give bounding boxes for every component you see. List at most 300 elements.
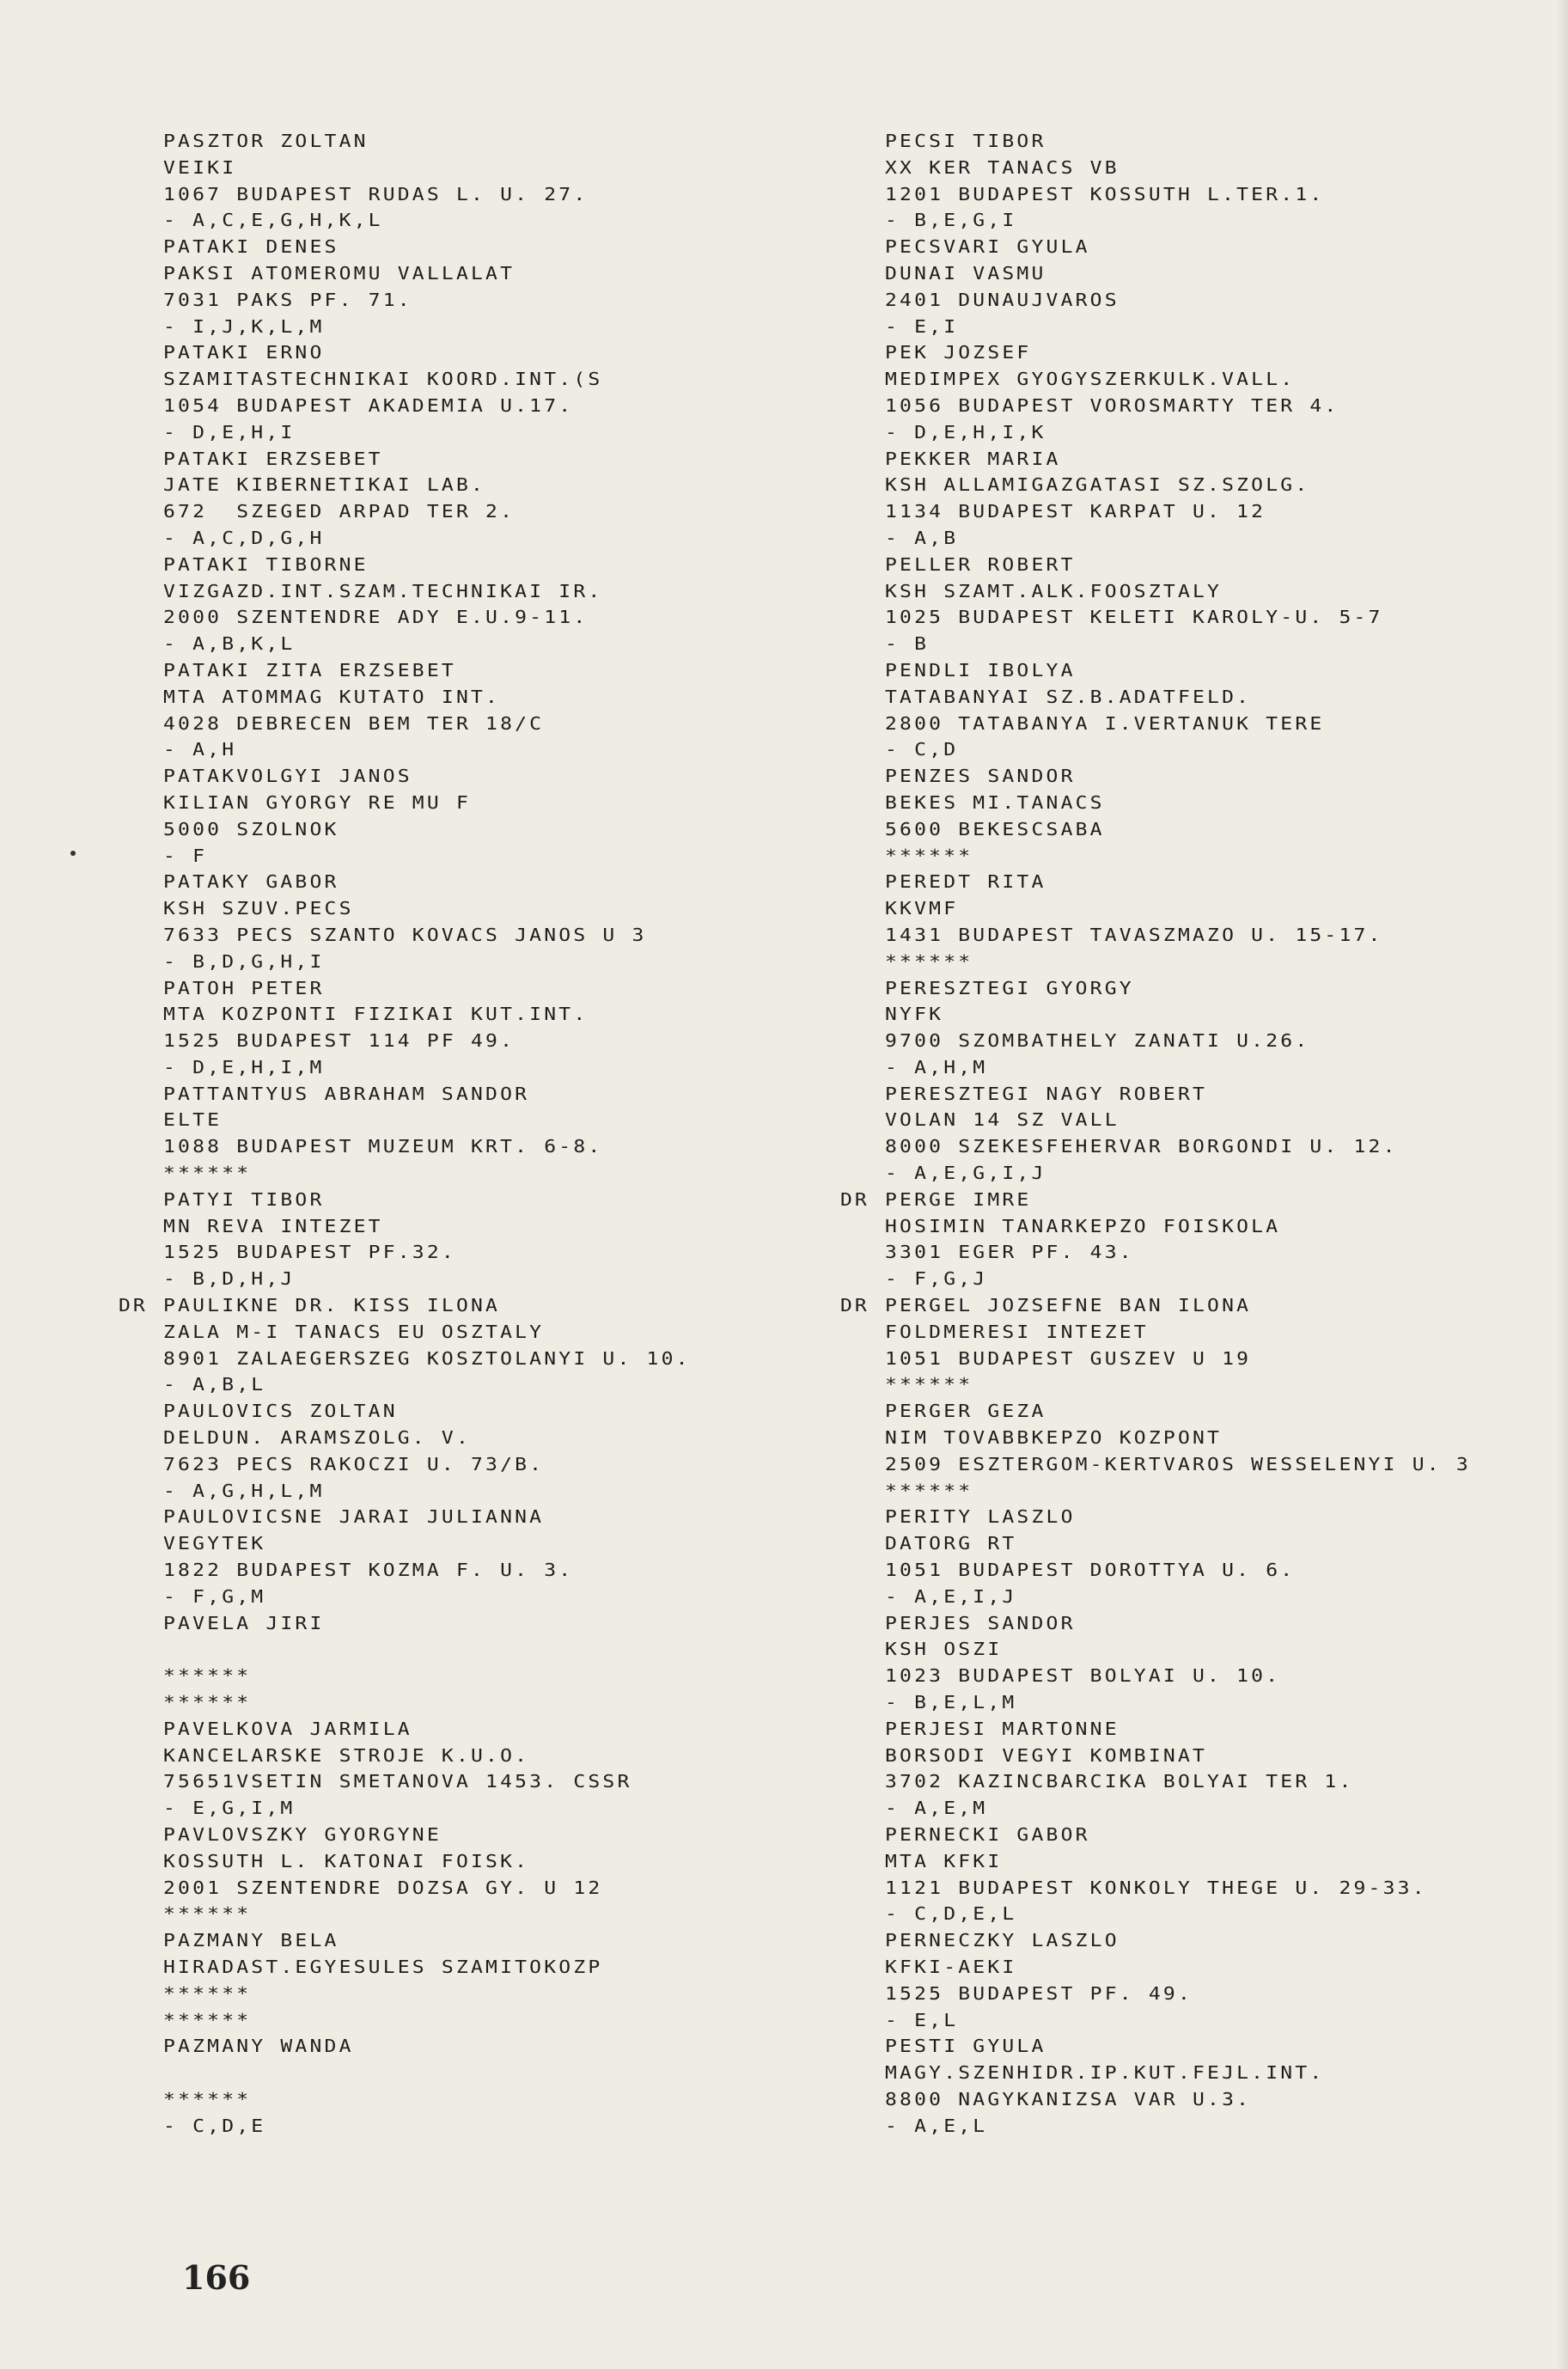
line-text: PATYI TIBOR [163, 1190, 325, 1211]
line-text: XX KER TANACS VB [885, 158, 1120, 179]
directory-line [163, 766, 782, 789]
line-text: PATAKVOLGYI JANOS [163, 766, 412, 787]
directory-line [163, 1930, 782, 1953]
directory-line [163, 236, 782, 259]
line-text: KOSSUTH L. KATONAI FOISK. [163, 1852, 530, 1872]
line-text: 2800 TATABANYA I.VERTANUK TERE [885, 714, 1325, 735]
line-text: 1067 BUDAPEST RUDAS L. U. 27. [163, 185, 589, 205]
line-text: 1051 BUDAPEST GUSZEV U 19 [885, 1349, 1252, 1370]
line-text: SZAMITASTECHNIKAI KOORD.INT.(S [163, 369, 603, 390]
directory-line [163, 1216, 782, 1239]
directory-line [163, 342, 782, 365]
line-text: MAGY.SZENHIDR.IP.KUT.FEJL.INT. [885, 2063, 1325, 2084]
line-text: 1525 BUDAPEST PF. 49. [885, 1984, 1193, 2005]
line-text: PERESZTEGI GYORGY [885, 979, 1134, 998]
line-text: 9700 SZOMBATHELY ZANATI U.26. [885, 1031, 1310, 1052]
directory-line [885, 1057, 1555, 1080]
line-text: PATAKI ERZSEBET [163, 449, 383, 470]
directory-line [885, 1242, 1555, 1265]
line-text: NIM TOVABBKEPZO KOZPONT [885, 1428, 1223, 1449]
line-text: HIRADAST.EGYESULES SZAMITOKOZP [163, 1957, 603, 1978]
directory-line [163, 1903, 782, 1926]
line-text: - A,E,L [885, 2116, 988, 2137]
line-text: PERGER GEZA [885, 1401, 1046, 1422]
line-text: 5000 SZOLNOK [163, 820, 339, 840]
directory-line [885, 607, 1555, 630]
directory-line [163, 263, 782, 286]
directory-line [885, 1957, 1555, 1980]
line-text: - D,E,H,I,K [885, 423, 1046, 443]
line-text: 3301 EGER PF. 43. [885, 1243, 1134, 1263]
directory-line [163, 1454, 782, 1477]
line-text: - A,B [885, 528, 959, 549]
directory-line [885, 1506, 1555, 1529]
directory-line [885, 236, 1555, 259]
line-text: VEIKI [163, 158, 237, 179]
line-text: ****** [885, 1376, 973, 1395]
line-text: ****** [163, 1904, 252, 1925]
line-text: ZALA M-I TANACS EU OSZTALY [163, 1322, 545, 1343]
directory-line [163, 1533, 782, 1556]
directory-line [885, 1612, 1555, 1635]
directory-line [885, 369, 1555, 392]
line-text: 1023 BUDAPEST BOLYAI U. 10. [885, 1666, 1281, 1687]
directory-line [885, 290, 1555, 313]
line-text: - F,G,J [885, 1269, 988, 1290]
line-text: PATAKI ERNO [163, 343, 325, 363]
line-text: 1054 BUDAPEST AKADEMIA U.17. [163, 396, 574, 417]
directory-line [885, 1824, 1555, 1847]
line-text: PENDLI IBOLYA [885, 661, 1076, 681]
directory-line [163, 183, 782, 206]
directory-line [885, 1480, 1555, 1503]
line-text: - A,E,M [885, 1798, 988, 1819]
line-text: VIZGAZD.INT.SZAM.TECHNIKAI IR. [163, 582, 603, 602]
line-text: 2509 ESZTERGOM-KERTVAROS WESSELENYI U. 3 [885, 1455, 1471, 1475]
line-text: PELLER ROBERT [885, 555, 1076, 576]
directory-line [163, 633, 782, 656]
directory-line [885, 1903, 1555, 1926]
directory-line [163, 925, 782, 948]
directory-line [885, 766, 1555, 789]
line-text: MTA KFKI [885, 1852, 1003, 1872]
directory-line [163, 792, 782, 815]
directory-line [163, 607, 782, 630]
directory-line [163, 660, 782, 683]
line-text: - C,D,E,L [885, 1904, 1017, 1925]
left-column [119, 129, 782, 2140]
directory-line [885, 1930, 1555, 1953]
line-text: PENZES SANDOR [885, 766, 1076, 787]
line-text: 8000 SZEKESFEHERVAR BORGONDI U. 12. [885, 1137, 1398, 1157]
line-text: 1525 BUDAPEST 114 PF 49. [163, 1031, 516, 1052]
directory-line [885, 871, 1555, 894]
line-text: 8901 ZALAEGERSZEG KOSZTOLANYI U. 10. [163, 1349, 691, 1370]
directory-line [885, 395, 1555, 418]
page-fold-shadow [1556, 0, 1568, 2369]
directory-line [885, 474, 1555, 498]
line-text: VEGYTEK [163, 1534, 266, 1554]
directory-line [885, 739, 1555, 762]
line-text: VOLAN 14 SZ VALL [885, 1111, 1120, 1131]
line-text: 4028 DEBRECEN BEM TER 18/C [163, 714, 545, 735]
line-text: KSH SZUV.PECS [163, 899, 354, 919]
line-text: 5600 BEKESCSABA [885, 820, 1105, 840]
line-text: KFKI-AEKI [885, 1957, 1017, 1978]
directory-line [885, 1665, 1555, 1688]
line-text: ELTE [163, 1111, 223, 1131]
directory-line [885, 951, 1555, 974]
directory-line [163, 2062, 782, 2085]
directory-line [163, 131, 782, 154]
line-text: - F,G,M [163, 1587, 266, 1608]
directory-line [885, 342, 1555, 365]
line-text: MTA KOZPONTI FIZIKAI KUT.INT. [163, 1004, 589, 1025]
directory-line [840, 1189, 1555, 1212]
directory-line [885, 819, 1555, 842]
line-text: - C,D [885, 740, 959, 760]
directory-line [885, 1983, 1555, 2006]
line-text: FOLDMERESI INTEZET [885, 1322, 1149, 1343]
line-text: - A,H [163, 740, 237, 760]
line-text: JATE KIBERNETIKAI LAB. [163, 475, 486, 496]
directory-line [885, 1533, 1555, 1556]
line-text: BEKES MI.TANACS [885, 793, 1105, 814]
directory-line [119, 1295, 782, 1318]
directory-line [885, 2062, 1555, 2085]
directory-line [885, 315, 1555, 339]
directory-line [163, 554, 782, 577]
directory-line [885, 1719, 1555, 1742]
directory-line [163, 898, 782, 921]
directory-line [163, 1692, 782, 1715]
line-text: PERNECKI GABOR [885, 1825, 1090, 1846]
line-text: MN REVA INTEZET [163, 1217, 383, 1237]
directory-line [163, 1506, 782, 1529]
line-text: KKVMF [885, 899, 959, 919]
directory-line [163, 1798, 782, 1821]
line-text: PERITY LASZLO [885, 1508, 1076, 1528]
line-text: PERNECZKY LASZLO [885, 1931, 1120, 1951]
line-text: TATABANYAI SZ.B.ADATFELD. [885, 687, 1252, 708]
line-text: - A,B,L [163, 1376, 266, 1395]
line-text: PAULOVICS ZOLTAN [163, 1401, 398, 1422]
directory-line [163, 1030, 782, 1053]
directory-line [885, 1109, 1555, 1133]
directory-line [885, 157, 1555, 180]
directory-line [163, 1983, 782, 2006]
line-text: ****** [163, 2011, 252, 2031]
line-text: - A,C,E,G,H,K,L [163, 211, 383, 231]
line-text: KSH SZAMT.ALK.FOOSZTALY [885, 582, 1223, 602]
line-text: PERESZTEGI NAGY ROBERT [885, 1084, 1208, 1105]
directory-line [163, 1877, 782, 1900]
line-text: ****** [885, 846, 973, 867]
directory-line [163, 1136, 782, 1159]
line-text: 1201 BUDAPEST KOSSUTH L.TER.1. [885, 185, 1325, 205]
line-text: - F [163, 846, 208, 867]
line-text: PERGEL JOZSEFNE BAN ILONA [885, 1296, 1252, 1316]
directory-line [163, 2116, 782, 2139]
directory-line [163, 739, 782, 762]
line-text: PAKSI ATOMEROMU VALLALAT [163, 264, 516, 284]
line-text: 75651VSETIN SMETANOVA 1453. CSSR [163, 1773, 632, 1792]
directory-line [163, 369, 782, 392]
directory-line [163, 580, 782, 603]
line-text: PAULOVICSNE JARAI JULIANNA [163, 1508, 545, 1528]
page-number: 166 [182, 2258, 251, 2297]
line-text: - B,E,L,M [885, 1693, 1017, 1713]
line-text: 7031 PAKS PF. 71. [163, 290, 412, 311]
directory-line [163, 1719, 782, 1742]
title-prefix: DR [119, 1296, 148, 1316]
line-text: 7633 PECS SZANTO KOVACS JANOS U 3 [163, 925, 647, 946]
directory-line [163, 395, 782, 418]
line-text: 1431 BUDAPEST TAVASZMAZO U. 15-17. [885, 925, 1383, 946]
directory-line [885, 1744, 1555, 1768]
line-text: PAZMANY WANDA [163, 2036, 354, 2057]
line-text: - B,E,G,I [885, 211, 1017, 231]
directory-line [885, 1268, 1555, 1291]
directory-line [885, 1427, 1555, 1450]
line-text: PASZTOR ZOLTAN [163, 131, 369, 152]
line-text: MEDIMPEX GYOGYSZERKULK.VALL. [885, 369, 1296, 390]
line-text: DUNAI VASMU [885, 264, 1046, 284]
line-text: PECSVARI GYULA [885, 237, 1090, 258]
line-text: 1525 BUDAPEST PF.32. [163, 1243, 456, 1263]
line-text: BORSODI VEGYI KOMBINAT [885, 1746, 1208, 1767]
line-text: - D,E,H,I,M [163, 1058, 325, 1078]
line-text: - E,L [885, 2011, 959, 2031]
directory-line [885, 1877, 1555, 1900]
line-text: 8800 NAGYKANIZSA VAR U.3. [885, 2090, 1252, 2110]
directory-line [163, 1084, 782, 1107]
directory-line [885, 2009, 1555, 2032]
line-text: - A,E,I,J [885, 1587, 1017, 1608]
directory-line [163, 871, 782, 894]
directory-line [163, 1374, 782, 1397]
line-text: 7623 PECS RAKOCZI U. 73/B. [163, 1455, 545, 1475]
title-prefix: DR [840, 1190, 869, 1211]
directory-line [163, 1612, 782, 1635]
line-text: ****** [163, 2090, 252, 2110]
line-text: NYFK [885, 1004, 944, 1025]
line-text: PERGE IMRE [885, 1190, 1032, 1211]
line-text: - E,I [885, 317, 959, 338]
directory-line [885, 712, 1555, 736]
directory-line [885, 448, 1555, 471]
directory-line [163, 712, 782, 736]
directory-line [885, 528, 1555, 551]
directory-line [163, 290, 782, 313]
directory-line [163, 1957, 782, 1980]
line-text: HOSIMIN TANARKEPZO FOISKOLA [885, 1217, 1281, 1237]
margin-dot [70, 851, 76, 856]
directory-line [885, 1851, 1555, 1874]
line-text: PAVELA JIRI [163, 1614, 325, 1634]
directory-line [885, 131, 1555, 154]
directory-line [885, 183, 1555, 206]
line-text: - A,E,G,I,J [885, 1163, 1046, 1184]
directory-line [885, 501, 1555, 524]
directory-line [163, 687, 782, 710]
directory-line [163, 1242, 782, 1265]
directory-line [163, 315, 782, 339]
line-text: PAULIKNE DR. KISS ILONA [163, 1296, 501, 1316]
line-text: 1121 BUDAPEST KONKOLY THEGE U. 29-33. [885, 1878, 1427, 1899]
directory-line [163, 1268, 782, 1291]
line-text: PEK JOZSEF [885, 343, 1032, 363]
directory-line [163, 448, 782, 471]
line-text: - C,D,E [163, 2116, 266, 2137]
line-text: - I,J,K,L,M [163, 317, 325, 338]
directory-line [840, 1295, 1555, 1318]
directory-line [885, 1216, 1555, 1239]
directory-line [163, 1189, 782, 1212]
line-text: DELDUN. ARAMSZOLG. V. [163, 1428, 471, 1449]
line-text: 2001 SZENTENDRE DOZSA GY. U 12 [163, 1878, 603, 1899]
line-text: PERJES SANDOR [885, 1614, 1076, 1634]
directory-line [163, 1824, 782, 1847]
line-text: 2000 SZENTENDRE ADY E.U.9-11. [163, 608, 589, 628]
line-text: 3702 KAZINCBARCIKA BOLYAI TER 1. [885, 1773, 1354, 1792]
directory-line [885, 1163, 1555, 1186]
directory-line [885, 2036, 1555, 2059]
directory-line [885, 633, 1555, 656]
directory-line [885, 1322, 1555, 1345]
directory-line [885, 1136, 1555, 1159]
line-text: ****** [163, 1163, 252, 1184]
directory-line [163, 977, 782, 1000]
line-text: PAVELKOVA JARMILA [163, 1719, 412, 1740]
directory-line [885, 1454, 1555, 1477]
line-text: KSH OSZI [885, 1640, 1003, 1660]
line-text: 1134 BUDAPEST KARPAT U. 12 [885, 502, 1266, 522]
directory-line [163, 422, 782, 445]
directory-line [163, 845, 782, 868]
line-text: PATOH PETER [163, 979, 325, 998]
directory-line [885, 554, 1555, 577]
directory-line [163, 1665, 782, 1688]
directory-line [163, 1586, 782, 1609]
line-text: ****** [163, 1693, 252, 1713]
line-text: ****** [163, 1666, 252, 1687]
line-text: - A,G,H,L,M [163, 1481, 325, 1502]
line-text: PESTI GYULA [885, 2036, 1046, 2057]
line-text: - B [885, 634, 930, 655]
directory-line [163, 1427, 782, 1450]
directory-line [163, 1004, 782, 1027]
line-text: - E,G,I,M [163, 1798, 296, 1819]
line-text: - D,E,H,I [163, 423, 296, 443]
line-text: PAZMANY BELA [163, 1931, 339, 1951]
line-text: - B,D,G,H,I [163, 952, 325, 973]
line-text: PATAKI TIBORNE [163, 555, 369, 576]
directory-line [885, 1692, 1555, 1715]
directory-line [885, 1586, 1555, 1609]
directory-line [163, 1851, 782, 1874]
line-text: PATTANTYUS ABRAHAM SANDOR [163, 1084, 530, 1105]
directory-line [885, 898, 1555, 921]
directory-line [163, 1163, 782, 1186]
directory-line [885, 1084, 1555, 1107]
directory-line [163, 2089, 782, 2112]
directory-line [163, 1109, 782, 1133]
directory-line [163, 1480, 782, 1503]
directory-line [885, 1639, 1555, 1662]
directory-line [885, 2116, 1555, 2139]
directory-line [885, 1030, 1555, 1053]
directory-line [885, 1401, 1555, 1424]
directory-line [163, 210, 782, 233]
directory-line [163, 1639, 782, 1662]
directory-line [163, 1401, 782, 1424]
line-text: MTA ATOMMAG KUTATO INT. [163, 687, 501, 708]
line-text: 2401 DUNAUJVAROS [885, 290, 1120, 311]
line-text: PEREDT RITA [885, 872, 1046, 893]
directory-line [163, 2036, 782, 2059]
line-text: KANCELARSKE STROJE K.U.O. [163, 1746, 530, 1767]
directory-line [885, 660, 1555, 683]
line-text: 1088 BUDAPEST MUZEUM KRT. 6-8. [163, 1137, 603, 1157]
line-text: - A,C,D,G,H [163, 528, 325, 549]
line-text: PERJESI MARTONNE [885, 1719, 1120, 1740]
directory-line [163, 528, 782, 551]
line-text: - A,B,K,L [163, 634, 296, 655]
directory-line [885, 977, 1555, 1000]
directory-line [885, 1348, 1555, 1371]
directory-line [885, 210, 1555, 233]
line-text: ****** [885, 1481, 973, 1502]
directory-line [163, 1771, 782, 1794]
line-text: PEKKER MARIA [885, 449, 1061, 470]
line-text: 1056 BUDAPEST VOROSMARTY TER 4. [885, 396, 1339, 417]
line-text: KSH ALLAMIGAZGATASI SZ.SZOLG. [885, 475, 1310, 496]
directory-line [163, 951, 782, 974]
directory-line [163, 819, 782, 842]
directory-line [885, 1374, 1555, 1397]
right-column [840, 129, 1555, 2140]
directory-line [885, 687, 1555, 710]
directory-line [163, 1744, 782, 1768]
directory-line [885, 1771, 1555, 1794]
directory-line [163, 157, 782, 180]
line-text: PAVLOVSZKY GYORGYNE [163, 1825, 442, 1846]
directory-line [885, 925, 1555, 948]
line-text: - A,H,M [885, 1058, 988, 1078]
line-text: ****** [885, 952, 973, 973]
directory-line [885, 1798, 1555, 1821]
line-text: 1025 BUDAPEST KELETI KAROLY-U. 5-7 [885, 608, 1383, 628]
directory-line [885, 2089, 1555, 2112]
line-text: PATAKI ZITA ERZSEBET [163, 661, 456, 681]
directory-line [885, 263, 1555, 286]
line-text: PATAKI DENES [163, 237, 339, 258]
directory-line [163, 474, 782, 498]
title-prefix: DR [840, 1296, 869, 1316]
line-text: - B,D,H,J [163, 1269, 296, 1290]
directory-line [163, 501, 782, 524]
directory-line [163, 1560, 782, 1583]
directory-line [885, 1560, 1555, 1583]
line-text: DATORG RT [885, 1534, 1017, 1554]
directory-line [885, 1004, 1555, 1027]
directory-line [885, 792, 1555, 815]
directory-line [163, 1057, 782, 1080]
directory-line [163, 1348, 782, 1371]
line-text: 1051 BUDAPEST DOROTTYA U. 6. [885, 1560, 1296, 1581]
line-text: PECSI TIBOR [885, 131, 1046, 152]
